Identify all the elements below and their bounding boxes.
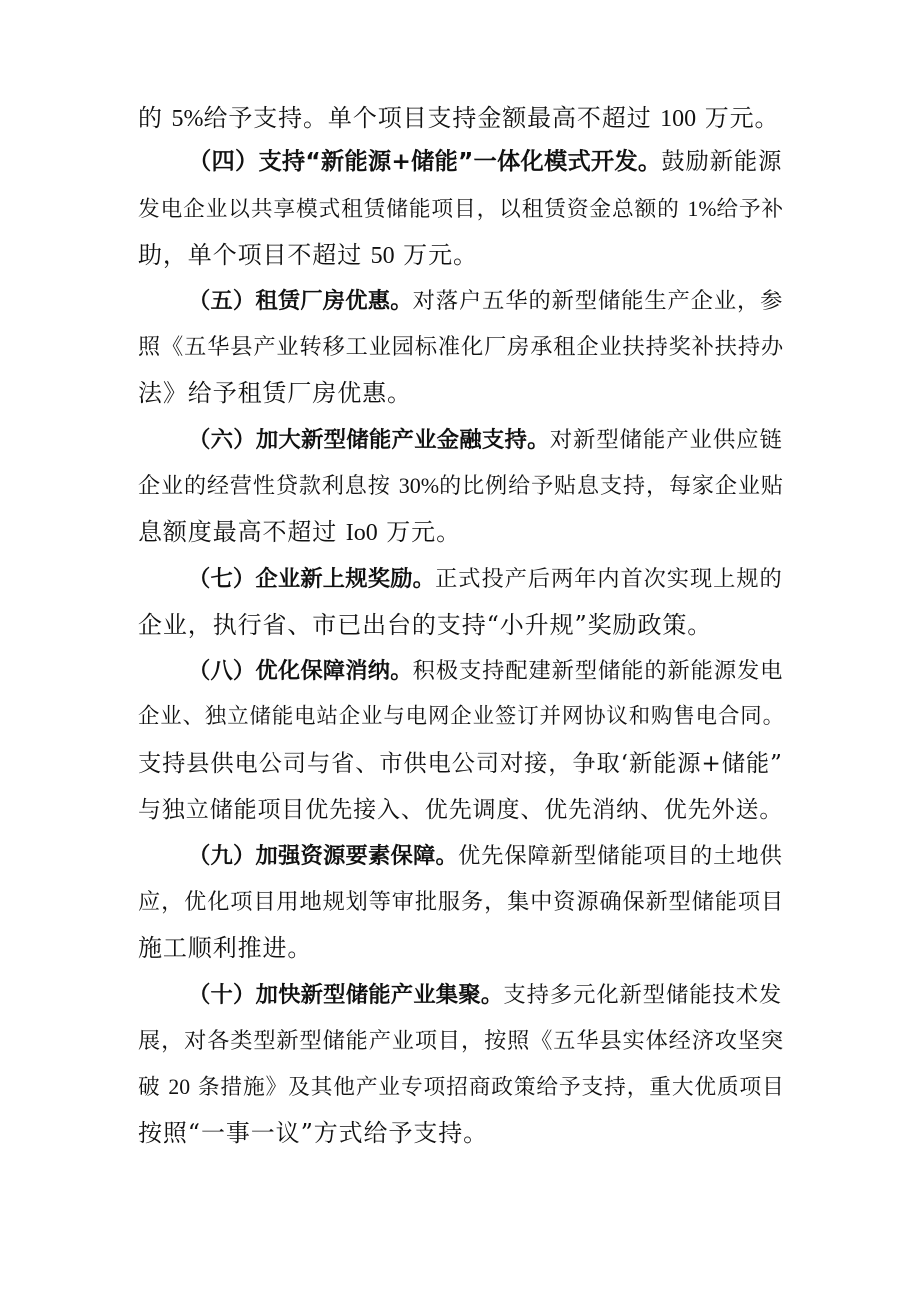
section-title: （十）加快新型储能产业集聚。 — [188, 982, 504, 1008]
section-heading-5 — [188, 285, 783, 317]
section-heading-4 — [188, 146, 782, 178]
text-line — [138, 193, 784, 226]
text-line — [138, 609, 712, 641]
number-value: 1% — [687, 197, 717, 221]
section-title: （六）加大新型储能产业金融支持。 — [188, 427, 550, 453]
text-fragment: 积极支持配建新型储能的新能源发电 — [412, 658, 784, 684]
section-title: （八）优化保障消纳。 — [188, 658, 413, 684]
text-fragment: 按照“一事一议”方式给予支持。 — [138, 1119, 489, 1147]
text-fragment: 展，对各类型新型储能产业项目，按照《五华县实体经济攻坚突 — [138, 1028, 785, 1054]
text-line — [138, 331, 784, 363]
section-title: （五）租赁厂房优惠。 — [188, 288, 413, 314]
number-value: 50 — [370, 243, 395, 269]
text-fragment: 给予支持。单个项目支持金额最高不超过 — [203, 104, 661, 132]
text-fragment: 助，单个项目不超过 — [138, 241, 371, 269]
text-fragment: 企业，执行省、市已出台的支持“小升规”奖励政策。 — [138, 611, 713, 639]
text-line — [138, 377, 412, 409]
number-value: 30% — [398, 473, 440, 498]
text-fragment: 优先保障新型储能项目的土地供 — [457, 843, 783, 869]
text-fragment: 法》给予租赁厂房优惠。 — [138, 379, 412, 407]
text-fragment: 万元。 — [696, 104, 780, 132]
text-line — [138, 516, 461, 549]
text-line — [138, 1071, 785, 1104]
text-fragment: 企业的经营性贷款利息按 — [138, 474, 399, 499]
text-line — [138, 701, 785, 733]
text-fragment: 万元。 — [394, 241, 478, 269]
text-fragment: 条措施》及其他产业专项招商政策给予支持，重大优质项目 — [190, 1075, 785, 1100]
text-fragment: 鼓励新能源 — [661, 148, 783, 175]
text-fragment: 的比例给予贴息支持，每家企业贴 — [439, 474, 784, 499]
text-fragment: 支持多元化新型储能技术发 — [503, 982, 783, 1008]
section-title: （四）支持“新能源+储能”一体化模式开发。 — [188, 148, 662, 175]
text-fragment: 支持县供电公司与省、市供电公司对接，争取‘新能源+储能” — [138, 750, 783, 777]
text-fragment: 对落户五华的新型储能生产企业，参 — [412, 288, 784, 314]
text-fragment: 发电企业以共享模式租赁储能项目，以租赁资金总额的 — [138, 197, 688, 222]
text-fragment: 企业、独立储能电站企业与电网企业签订并网协议和购售电合同。 — [138, 704, 785, 729]
text-fragment: 破 — [138, 1075, 169, 1100]
text-fragment: 正式投产后两年内首次实现上规的 — [435, 566, 783, 592]
text-fragment: 给予补 — [716, 197, 785, 222]
number-value: Io0 — [345, 520, 378, 546]
section-title: （九）加强资源要素保障。 — [188, 843, 458, 869]
text-line — [138, 470, 784, 503]
text-fragment: 息额度最高不超过 — [138, 518, 346, 546]
section-heading-10 — [188, 979, 782, 1011]
text-line — [138, 1025, 784, 1057]
section-heading-8 — [188, 655, 783, 687]
text-fragment: 照《五华县产业转移工业园标准化厂房承租企业扶持奖补扶持办 — [138, 334, 785, 360]
text-fragment: 应，优化项目用地规划等审批服务，集中资源确保新型储能项目 — [138, 889, 785, 915]
number-value: 5% — [171, 106, 204, 132]
text-fragment: 施工顺利推进。 — [138, 934, 313, 962]
number-value: 20 — [168, 1075, 191, 1099]
text-line — [138, 1117, 488, 1149]
text-fragment: 的 — [138, 104, 172, 132]
text-line — [138, 794, 783, 826]
text-fragment: 与独立储能项目优先接入、优先调度、优先消纳、优先外送。 — [138, 797, 784, 823]
text-line — [138, 748, 783, 780]
number-value: 100 — [660, 106, 697, 132]
text-line — [138, 886, 784, 918]
text-fragment: 万元。 — [377, 518, 461, 546]
text-line — [138, 239, 478, 272]
section-heading-7 — [188, 563, 783, 595]
section-title: （七）企业新上规奖励。 — [188, 566, 436, 592]
section-heading-9 — [188, 840, 783, 872]
text-line — [138, 102, 779, 135]
text-fragment: 对新型储能产业供应链 — [549, 427, 783, 453]
section-heading-6 — [188, 424, 783, 456]
text-line — [138, 932, 312, 964]
